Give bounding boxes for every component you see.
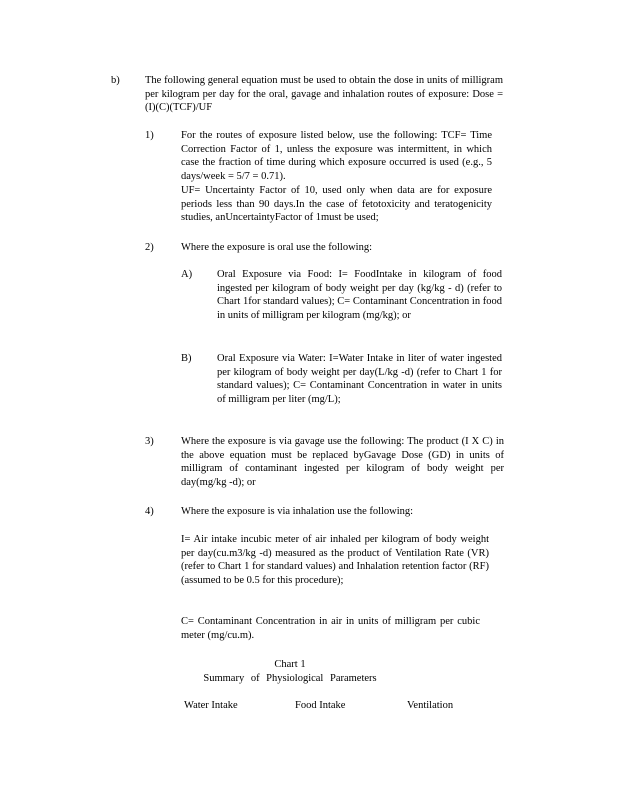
chart-subtitle: Summary of Physiological Parameters — [203, 673, 377, 684]
item-1-text: For the routes of exposure listed below, use the following: TCF= Time Correction Factor of 1, unless the exposure was intermittent, in which case the fraction of time during which exposure occurred is used (e.g., 5 days/week = 5/7 = 0.71). — [181, 130, 492, 182]
item-4-label: 4) — [145, 506, 154, 517]
item-2b-label: B) — [181, 353, 192, 364]
item-3-label: 3) — [145, 436, 154, 447]
item-2a-text: Oral Exposure via Food: I= FoodIntake in kilogram of food ingested per kilogram of body weight per day (kg/kg - d) (refer to Chart 1for standard values); C= Contaminant Concentration in food in units of milligram per kilogram (mg/kg); or — [217, 269, 502, 321]
item-2-label: 2) — [145, 242, 154, 253]
chart-column-water-intake: Water Intake — [184, 700, 238, 711]
item-2b-text: Oral Exposure via Water: I=Water Intake in liter of water ingested per kilogram of body weight per day(L/kg -d) (refer to Chart 1 for standard values); C= Contaminant Concentration in water in units of milligram per liter (mg/L); — [217, 353, 502, 405]
item-4-text: Where the exposure is via inhalation use the following: — [181, 506, 414, 517]
chart-column-food-intake: Food Intake — [295, 700, 346, 711]
chart-column-ventilation: Ventilation — [407, 700, 454, 711]
section-b-text: The following general equation must be used to obtain the dose in units of milligram per kilogram per day for the oral, gavage and inhalation routes of exposure: Dose = (I)(C)(TCF)/UF — [145, 75, 503, 114]
chart-title: Chart 1 — [274, 659, 306, 670]
item-2a-label: A) — [181, 269, 193, 280]
item-4-concentration-text: C= Contaminant Concentration in air in units of milligram per cubic meter (mg/cu.m). — [181, 616, 480, 641]
item-4-air-intake-text: I= Air intake incubic meter of air inhaled per kilogram of body weight per day(cu.m3/kg -d) measured as the product of Ventilation Rate (VR) (refer to Chart 1 for standard values) and Inhalation retention factor (RF) (assumed to be 0.5 for this procedure); — [181, 534, 489, 586]
item-3-text: Where the exposure is via gavage use the following: The product (I X C) in the above equation must be replaced byGavage Dose (GD) in units of milligram of contaminant ingested per kilogram of body weight per day(mg/kg -d); or — [181, 436, 504, 488]
section-b-label: b) — [111, 75, 120, 86]
item-1-uf-text: UF= Uncertainty Factor of 10, used only when data are for exposure periods less than 90 days.In the case of fetotoxicity and teratogenicity studies, anUncertaintyFactor of 1must be used; — [181, 185, 492, 224]
item-2-text: Where the exposure is oral use the following: — [181, 242, 372, 253]
item-1-label: 1) — [145, 130, 154, 141]
